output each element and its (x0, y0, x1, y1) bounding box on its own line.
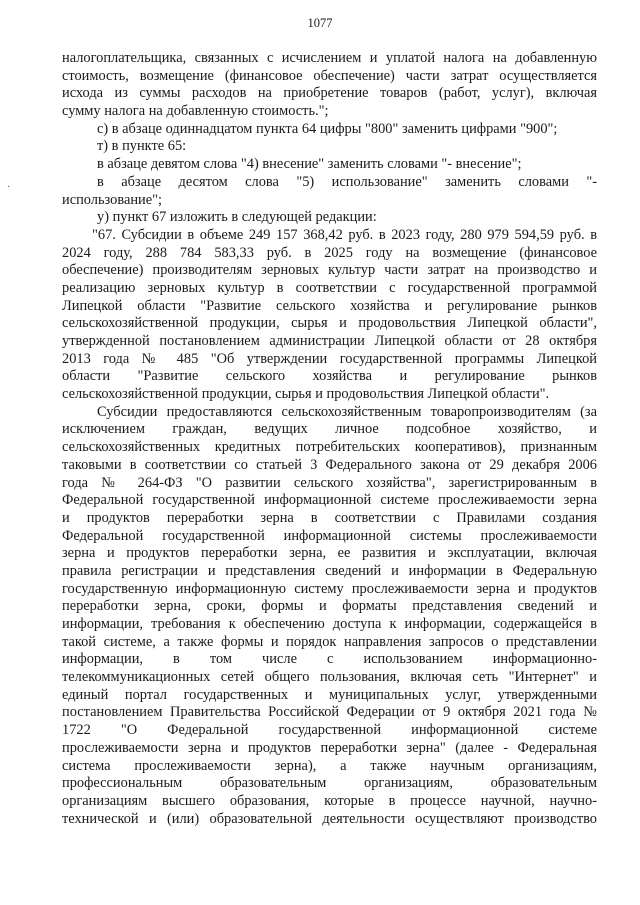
text-line: реализацию зерновых культур в соответствии с государственной программой (62, 279, 597, 296)
text-line: т) в пункте 65: (97, 138, 187, 155)
text-line: сумму налога на добавленную стоимость."; (62, 103, 329, 120)
text-line: и продуктов переработки зерна в соответствии с Правилами создания (62, 509, 597, 526)
text-line: единый портал государственных и муниципальных услуг, утвержденными (62, 686, 597, 703)
text-line: телекоммуникационных сетей общего пользования, включая сеть "Интернет" и (62, 669, 597, 686)
text-line: сельскохозяйственных кредитных потребительских кооперативов), признанным (62, 439, 597, 456)
text-line: "67. Субсидии в объеме 249 157 368,42 руб. в 2023 году, 280 979 594,59 руб. в (92, 226, 597, 243)
text-line: прослеживаемости зерна и продуктов переработки зерна" (далее - Федеральная (62, 739, 597, 756)
text-line: зерна и продуктов переработки зерна, ее развития и эксплуатации, включая (62, 545, 597, 562)
text-line: таковыми в соответствии со статьей 3 Федерального закона от 29 декабря 2006 (62, 456, 597, 473)
text-line: 2013 года № 485 "Об утверждении государственной программы Липецкой (62, 350, 597, 367)
text-line: информации, в том числе с использованием информационно- (62, 651, 597, 668)
text-line: обеспечение) производителям зерновых культур части затрат на производство и (62, 262, 597, 279)
text-line: сельскохозяйственной продукции, сырья и продовольствия Липецкой области", (62, 315, 597, 332)
text-line: исхода из суммы расходов на приобретение товаров (работ, услуг), включая (62, 85, 597, 102)
text-line: утвержденной постановлением администрации Липецкой области от 28 октября (62, 333, 597, 349)
text-line: использование"; (62, 191, 162, 208)
text-line: области "Развитие сельского хозяйства и регулирование рынков (62, 368, 597, 385)
text-line: 1722 "О Федеральной государственной информационной системе (62, 722, 597, 739)
text-line: такой системе, а также формы и порядок направления запросов о представлении (62, 633, 597, 650)
document-body (62, 50, 597, 828)
text-line: Субсидии предоставляются сельскохозяйственным товаропроизводителям (за (97, 403, 597, 420)
text-line: переработки зерна, сроки, формы и форматы представления сведений и (62, 598, 597, 615)
text-line: у) пункт 67 изложить в следующей редакции: (97, 209, 377, 226)
text-line: 2024 году, 288 784 583,33 руб. в 2025 году на возмещение (финансовое (62, 244, 597, 261)
text-line: года № 264-ФЗ "О развитии сельского хозяйства", зарегистрированным в (62, 474, 597, 491)
scan-mark: · (7, 182, 11, 193)
text-line: система прослеживаемости зерна), а также научным организациям, (62, 757, 597, 774)
text-line: государственную информационную систему прослеживаемости зерна и продуктов (62, 580, 597, 597)
text-line: в абзаце десятом слова "5) использование" заменить словами "- (97, 173, 597, 190)
text-line: в абзаце девятом слова "4) внесение" заменить словами "- внесение"; (97, 156, 522, 173)
text-line: налогоплательщика, связанных с исчислением и уплатой налога на добавленную (62, 50, 597, 66)
text-line: с) в абзаце одиннадцатом пункта 64 цифры "800" заменить цифрами "900"; (97, 120, 558, 137)
text-line: профессиональным образовательным организациям, образовательным (62, 775, 597, 792)
text-line: Федеральной государственной информационной системы прослеживаемости (62, 527, 597, 544)
text-line: правила регистрации и представления сведений и информации в Федеральную (62, 562, 597, 579)
text-line: Федеральной государственной информационной системе прослеживаемости зерна (62, 492, 597, 509)
text-line: Липецкой области "Развитие сельского хозяйства и регулирование рынков (62, 297, 597, 314)
text-line: организациям высшего образования, которые в процессе научной, научно- (62, 792, 597, 809)
text-line: постановлением Правительства Российской Федерации от 9 октября 2021 года № (62, 704, 597, 721)
text-line: технической и (или) образовательной деятельности осуществляют производство (62, 810, 597, 827)
text-line: стоимость, возмещение (финансовое обеспечение) части затрат осуществляется (62, 67, 597, 84)
text-line: информации, требования к обеспечению доступа к информации, содержащейся в (62, 616, 597, 632)
text-line: исключением граждан, ведущих личное подсобное хозяйство, и (62, 421, 597, 438)
text-line: сельскохозяйственной продукции, сырья и продовольствия Липецкой области". (62, 386, 550, 403)
page-number: 1077 (307, 16, 333, 30)
